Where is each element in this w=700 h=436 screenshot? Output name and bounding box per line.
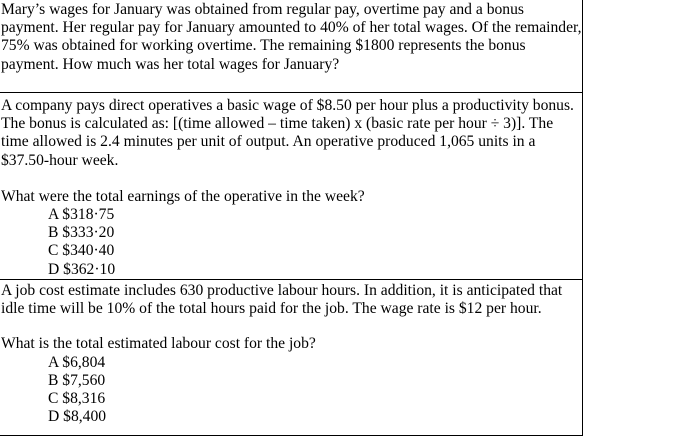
question-block-bonus: [0, 93, 583, 280]
answer-option-b: B $333·20: [48, 224, 115, 242]
answer-option-d: D $362·10: [48, 260, 116, 278]
answer-options: [0, 206, 582, 279]
question-text: A company pays direct operatives a basic wage of $8.50 per hour plus a productivity bonus. The bonus is calculated as: [(time allowed – time taken) x (basic rate per hour ÷ 3)]. The time allowed is 2.4 minutes per unit of output. An operative produced 1,065 units in a $37.50-hour week.: [1, 97, 574, 169]
answer-options: [0, 354, 582, 427]
answer-option-c: C $340·40: [48, 242, 115, 260]
answer-option-a: A $6,804: [48, 353, 106, 371]
question-block-wages: [0, 0, 583, 93]
answer-option-a: A $318·75: [48, 206, 115, 224]
question-text: A job cost estimate includes 630 productive labour hours. In addition, it is anticipated that idle time will be 10% of the total hours paid for the job. The wage rate is $12 per hour.: [1, 282, 563, 318]
answer-option-d: D $8,400: [48, 408, 107, 426]
question-prompt: What were the total earnings of the operative in the week?: [1, 187, 365, 205]
question-text: Mary’s wages for January was obtained from regular pay, overtime pay and a bonus payment. Her regular pay for January amounted to 40% of her total wages. Of the remainder, 75% was obtained for working overtime. The remaining $1800 represents the bonus payment. How much was her total wages for January?: [1, 1, 582, 73]
question-block-labour-cost: [0, 280, 583, 436]
answer-option-b: B $7,560: [48, 371, 106, 389]
answer-option-c: C $8,316: [48, 390, 106, 408]
question-prompt: What is the total estimated labour cost for the job?: [1, 335, 316, 353]
